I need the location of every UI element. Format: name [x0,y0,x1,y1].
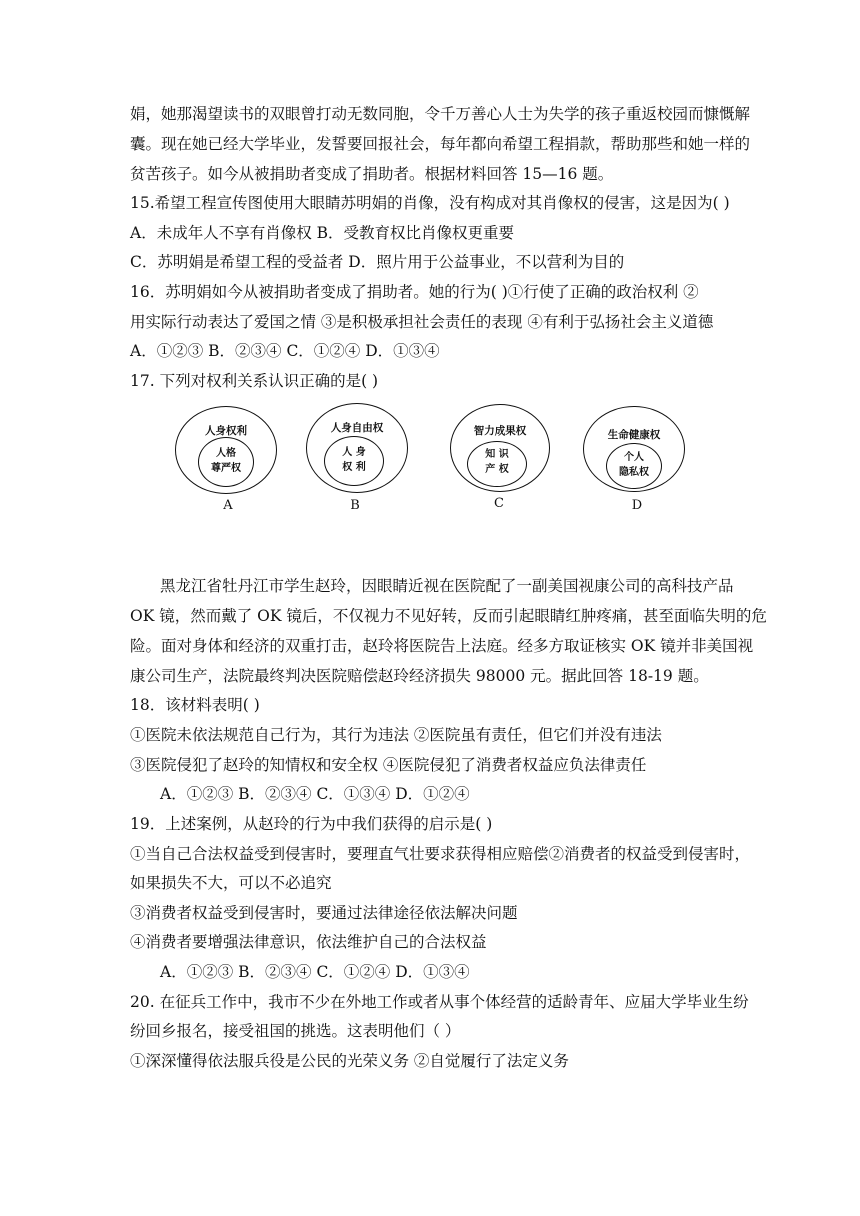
q19-statement-1: ①当自己合法权益受到侵害时，要理直气壮要求获得相应赔偿②消费者的权益受到侵害时， [130,845,751,863]
option-a-outer-circle [175,406,277,494]
option-c-inner-circle [467,441,527,487]
option-b-outer-circle [306,403,408,493]
q16-options: A．①②③ B．②③④ C．①②④ D．①③④ [130,342,440,360]
q18-options: A．①②③ B．②③④ C．①③④ D．①②④ [160,785,470,803]
q20-statements-12: ①深深懂得依法服兵役是公民的光荣义务 ②自觉履行了法定义务 [130,1052,569,1070]
option-b-outer-label: 人身自由权 [330,422,384,434]
option-a-inner-label-1: 人格 [216,448,236,459]
option-c-letter: C [494,496,504,511]
q17-diagram [170,400,690,525]
q15-options-ab: A．未成年人不享有肖像权 B．受教育权比肖像权更重要 [130,224,515,242]
q19-options: A．①②③ B．②③④ C．①②④ D．①③④ [160,963,470,981]
option-a-letter: A [223,498,233,513]
option-b-inner-label-1: 人 身 [342,447,366,458]
question-16: 16．苏明娟如今从被捐助者变成了捐助者。她的行为( )①行使了正确的政治权利 ② [130,283,699,301]
option-d-inner-label-2: 隐私权 [619,467,649,478]
passage2-line-1: 黑龙江省牡丹江市学生赵玲，因眼睛近视在医院配了一副美国视康公司的高科技产品 [160,577,734,595]
option-d-outer-label: 生命健康权 [607,429,661,441]
option-a-inner-circle [198,437,254,487]
question-20-cont: 纷回乡报名，接受祖国的挑选。这表明他们（ ） [130,1022,461,1040]
q19-statement-2-cont: 如果损失不大，可以不必追究 [130,874,332,892]
q19-statement-3: ③消费者权益受到侵害时，要通过法律途径依法解决问题 [130,904,518,922]
question-19: 19．上述案例，从赵玲的行为中我们获得的启示是( ) [130,815,493,833]
option-a-inner-label-2: 尊严权 [211,463,241,474]
question-18: 18．该材料表明( ) [130,696,260,714]
passage-line-1: 娟，她那渴望读书的双眼曾打动无数同胞，令千万善心人士为失学的孩子重返校园而慷慨解 [130,105,751,123]
q19-statement-4: ④消费者要增强法律意识，依法维护自己的合法权益 [130,933,487,951]
option-b-letter: B [350,498,360,513]
option-d-inner-label-1: 个人 [624,452,644,463]
option-c-outer-circle [450,404,550,492]
option-d-inner-circle [606,443,662,489]
question-20: 20. 在征兵工作中，我市不少在外地工作或者从事个体经营的适龄青年、应届大学毕业生纷 [130,993,749,1011]
option-c-outer-label: 智力成果权 [473,425,527,437]
option-c-inner-label-2: 产 权 [485,464,509,475]
question-15: 15.希望工程宣传图使用大眼睛苏明娟的肖像，没有构成对其肖像权的侵害，这是因为( ) [130,194,730,212]
option-c-inner-label-1: 知 识 [485,449,509,460]
q15-options-cd: C．苏明娟是希望工程的受益者 D．照片用于公益事业，不以营利为目的 [130,253,625,271]
passage2-line-4: 康公司生产，法院最终判决医院赔偿赵玲经济损失 98000 元。据此回答 18-19 题。 [130,667,709,685]
passage2-line-2: OK 镜，然而戴了 OK 镜后，不仅视力不见好转，反而引起眼睛红肿疼痛，甚至面临失明的危 [130,607,767,625]
passage-line-2: 囊。现在她已经大学毕业，发誓要回报社会，每年都向希望工程捐款，帮助那些和她一样的 [130,135,751,153]
question-17: 17. 下列对权利关系认识正确的是( ) [130,372,379,390]
q18-statements-12: ①医院未依法规范自己行为，其行为违法 ②医院虽有责任，但它们并没有违法 [130,726,662,744]
option-d-outer-circle [583,406,685,492]
option-b-inner-circle [324,436,384,486]
question-16-cont: 用实际行动表达了爱国之情 ③是积极承担社会责任的表现 ④有利于弘扬社会主义道德 [130,313,714,331]
passage-line-3: 贫苦孩子。如今从被捐助者变成了捐助者。根据材料回答 15—16 题。 [130,165,614,183]
option-d-letter: D [631,498,643,513]
option-b-inner-label-2: 权 利 [342,462,366,473]
option-a-outer-label: 人身权利 [205,425,247,437]
q18-statements-34: ③医院侵犯了赵玲的知情权和安全权 ④医院侵犯了消费者权益应负法律责任 [130,756,647,774]
passage2-line-3: 险。面对身体和经济的双重打击，赵玲将医院告上法庭。经多方取证核实 OK 镜并非美国视 [130,637,754,655]
